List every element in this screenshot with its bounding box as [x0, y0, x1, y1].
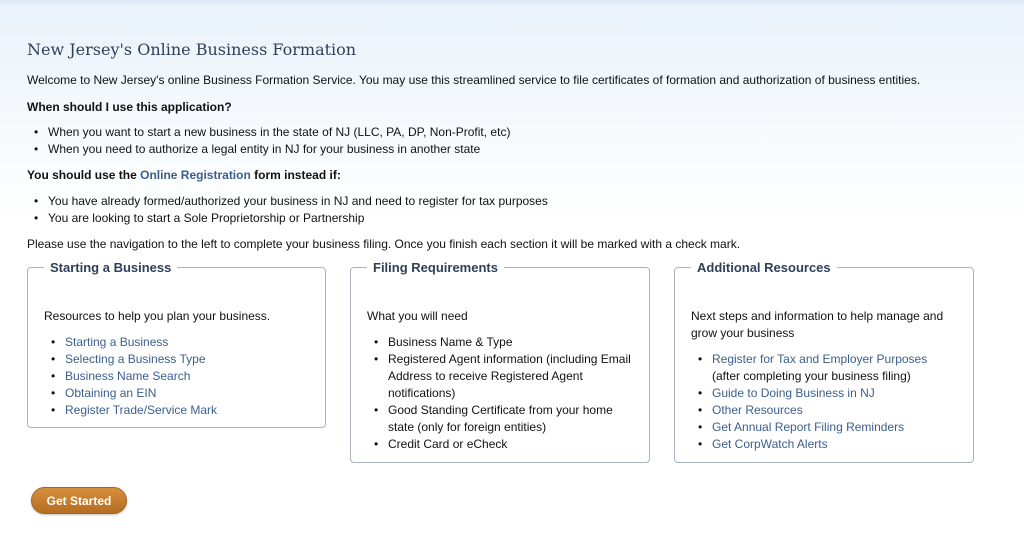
filing-requirements-panel — [350, 260, 650, 463]
panel-intro: What you will need — [367, 309, 468, 323]
corpwatch-alerts-link[interactable]: Get CorpWatch Alerts — [712, 437, 828, 451]
panel-title: Additional Resources — [697, 260, 831, 275]
annual-report-reminders-link[interactable]: Get Annual Report Filing Reminders — [712, 420, 905, 434]
list-item: • Registered Agent information (including Email Address to receive Registered Agent notifications) — [367, 351, 635, 402]
additional-resources-panel — [674, 260, 974, 463]
starting-a-business-link[interactable]: Starting a Business — [65, 335, 169, 349]
when-list — [27, 124, 510, 158]
requirements-list — [367, 334, 635, 453]
starting-business-panel — [27, 260, 326, 428]
top-shadow — [0, 0, 1024, 6]
panel-title: Starting a Business — [50, 260, 172, 275]
panel-intro: Next steps and information to help manage and grow your business — [691, 309, 944, 340]
instead-text-before: You should use the — [27, 168, 141, 182]
starting-links — [44, 334, 311, 419]
list-item: • Credit Card or eCheck — [367, 436, 635, 453]
guide-doing-business-link[interactable]: Guide to Doing Business in NJ — [712, 386, 875, 400]
navigation-note: Please use the navigation to the left to complete your business filing. Once you finish each section it will be marked with a check mark. — [27, 237, 741, 251]
list-item — [691, 402, 959, 419]
register-trade-mark-link[interactable]: Register Trade/Service Mark — [65, 403, 218, 417]
list-item: • Business Name & Type — [367, 334, 635, 351]
list-item — [691, 419, 959, 436]
business-name-search-link[interactable]: Business Name Search — [65, 369, 191, 383]
list-item — [691, 436, 959, 453]
list-item: • When you need to authorize a legal entity in NJ for your business in another state — [27, 141, 510, 158]
list-item — [44, 368, 311, 385]
list-item — [691, 385, 959, 402]
instead-text-after: form instead if: — [250, 168, 341, 182]
list-item — [691, 351, 959, 385]
list-item: • You are looking to start a Sole Proprietorship or Partnership — [27, 210, 548, 227]
welcome-text: Welcome to New Jersey's online Business Formation Service. You may use this streamlined service to file certificates of formation and authorization of business entities. — [27, 73, 921, 87]
when-heading: When should I use this application? — [27, 100, 232, 114]
panel-title: Filing Requirements — [373, 260, 498, 275]
obtaining-ein-link[interactable]: Obtaining an EIN — [65, 386, 157, 400]
page-title: New Jersey's Online Business Formation — [27, 40, 357, 59]
instead-heading — [27, 168, 341, 182]
panel-intro: Resources to help you plan your business. — [44, 309, 271, 323]
list-item — [44, 402, 311, 419]
register-tax-link[interactable]: Register for Tax and Employer Purposes — [712, 352, 928, 366]
list-item: • You have already formed/authorized your business in NJ and need to register for tax purposes — [27, 193, 548, 210]
get-started-button[interactable]: Get Started — [31, 487, 127, 514]
instead-list — [27, 193, 548, 227]
list-item — [44, 351, 311, 368]
selecting-business-type-link[interactable]: Selecting a Business Type — [65, 352, 206, 366]
tax-note: (after completing your business filing) — [712, 369, 911, 383]
list-item — [44, 385, 311, 402]
online-registration-link[interactable]: Online Registration — [140, 168, 251, 182]
list-item — [44, 334, 311, 351]
list-item: • Good Standing Certificate from your home state (only for foreign entities) — [367, 402, 635, 436]
resources-links — [691, 351, 959, 453]
other-resources-link[interactable]: Other Resources — [712, 403, 803, 417]
list-item: • When you want to start a new business in the state of NJ (LLC, PA, DP, Non-Profit, etc) — [27, 124, 510, 141]
